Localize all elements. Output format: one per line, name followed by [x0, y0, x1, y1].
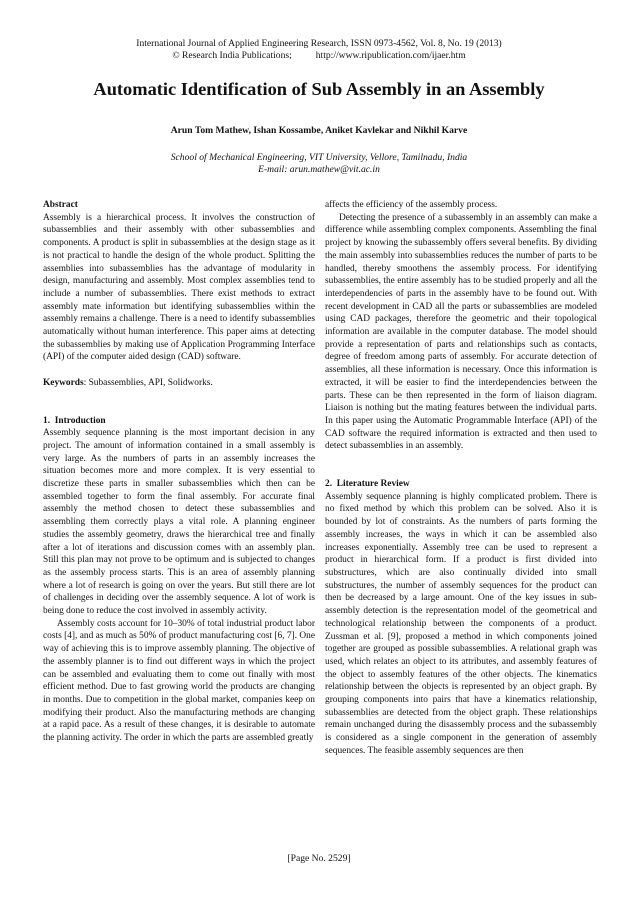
author-email: E-mail: arun.mathew@vit.ac.in — [258, 164, 380, 175]
abstract-body: Assembly is a hierarchical process. It involves the construction of subassemblies and their assembly with other subassemblies and components. A product is split in subassemblies at the design stage as it is not practical to handle the design of the whole product. Splitting the assemblies into subassemblies has the advantage of modularity in design, manufacturing and assembly. Most complex assemblies tend to include a number of subassemblies. There exist methods to extract assembly mate information but identifying subassemblies within the assembly remains a challenge. There is a need to identify subassemblies automatically without human interference. This paper aims at detecting the subassemblies by making use of Application Programming Interface (API) of the computer aided design (CAD) software. — [43, 212, 315, 363]
introduction-heading: 1. Introduction — [43, 415, 106, 426]
introduction-paragraph-1: Assembly sequence planning is the most important decision in any project. The amount of information contained in a small assembly is very large. As the numbers of parts in an assembly increases the situation becomes more and more complex. It is very essential to discretize these parts in smaller subassemblies which then can be assembled together to form the final assembly. For accurate final assembly the method chosen to detect these subassemblies and assembling them correctly plays a vital role. A planning engineer studies the assembly geometry, draws the hierarchical tree and finally after a lot of iterations and discussion comes with an assembly plan. Still this plan may not prove to be optimum and is subjected to changes as the assembly process starts. This is an area of assembly planning where a lot of research is going on over the years. But still there are lot of challenges in deciding over the assembly sequence. A lot of work is being done to reduce the cost involved in assembly activity. — [43, 428, 315, 617]
introduction-paragraph-2: Assembly costs account for 10–30% of total industrial product labor costs [4], and as much as 50% of product manufacturing cost [6, 7]. One way of achieving this is to improve assembly planning. The objective of the assembly planner is to find out different ways in which the project can be assembled and evaluating them to come out finally with most efficient method. Due to fast growing world the products are changing in months. Due to competition in the global market, companies keep on modifying their product. Also the manufacturing methods are changing at a rapid pace. As a result of these changes, it is desirable to automate the planning activity. The order in which the parts are assembled greatly — [43, 618, 315, 744]
keywords-label: Keywords — [43, 377, 84, 388]
page-number: [Page No. 2529] — [287, 853, 351, 864]
literature-review-paragraph-1: Assembly sequence planning is highly complicated problem. There is no fixed method by which this problem can be solved. Also it is bounded by lot of constraints. As the numbers of parts forming the assembly increases, the ways in which it can be assembled also increases exponentially. Assembly tree can be used to represent a product in hierarchical form. If a product is first divided into substructures, which are also continually divided into small substructures, the number of assembly sequences for the product can then be decreased by a large amount. One of the key issues in sub-assembly detection is the representation model of the geometrical and technological relationship between the components of a product. Zussman et al. [9], proposed a method in which components joined together are grouped as possible subassemblies. A relational graph was used, which relates an object to its attributes, and assembly features of the object to assembly features of the other objects. The kinematics relationship between the objects is represented by an object graph. By grouping components into pairs that have a kinematics relationship, subassemblies are detected from the object graph. These relationships remain unchanged during the disassembly process and the subassembly is considered as a single component in the generation of assembly sequences. The feasible assembly sequences are then — [325, 491, 597, 756]
author-list: Arun Tom Mathew, Ishan Kossambe, Aniket Kavlekar and Nikhil Karve — [170, 125, 468, 136]
keywords — [43, 377, 315, 390]
journal-header — [0, 38, 638, 62]
keywords-text: : Subassemblies, API, Solidworks. — [83, 377, 213, 388]
publisher-line: © Research India Publications; http://www.ripublication.com/ijaer.htm — [172, 50, 466, 61]
abstract-heading: Abstract — [43, 200, 78, 210]
paper-title: Automatic Identification of Sub Assembly in an Assembly — [93, 79, 545, 99]
affiliation-school: School of Mechanical Engineering, VIT University, Vellore, Tamilnadu, India — [170, 152, 468, 163]
literature-review-heading: 2. Literature Review — [325, 479, 410, 490]
right-column — [325, 199, 597, 758]
left-column — [43, 199, 315, 745]
journal-citation-line: International Journal of Applied Engineering Research, ISSN 0973-4562, Vol. 8, No. 19 (2013) — [136, 38, 502, 49]
affiliation — [0, 152, 638, 176]
introduction-paragraph-2-continued: affects the efficiency of the assembly process. — [325, 200, 498, 210]
introduction-paragraph-3: Detecting the presence of a subassembly in an assembly can make a difference while assembling complex components. Assembling the final project by knowing the subassembly offers several benefits. By dividing the main assembly into subassemblies reduces the number of parts to be handled, thereby smoothens the assembly process. For identifying subassemblies, the entire assembly has to be studied properly and all the interdependencies of parts in the assembly have to be found out. With recent development in CAD all the parts or subassemblies are modeled using CAD packages, therefore the geometric and their topological information are available in the computer database. The model should provide a representation of parts and relationships such as contacts, degree of freedom among parts of assembly. For accurate detection of assemblies, all these information is necessary. Once this information is extracted, it will be easier to find the interdependencies between the parts. These can be then represented in the form of liaison diagram. Liaison is nothing but the mating features between the individual parts. In this paper using the Automatic Programmable Interface (API) of the CAD software the required information is extracted and then used to detect subassemblies in an assembly. — [325, 212, 597, 452]
